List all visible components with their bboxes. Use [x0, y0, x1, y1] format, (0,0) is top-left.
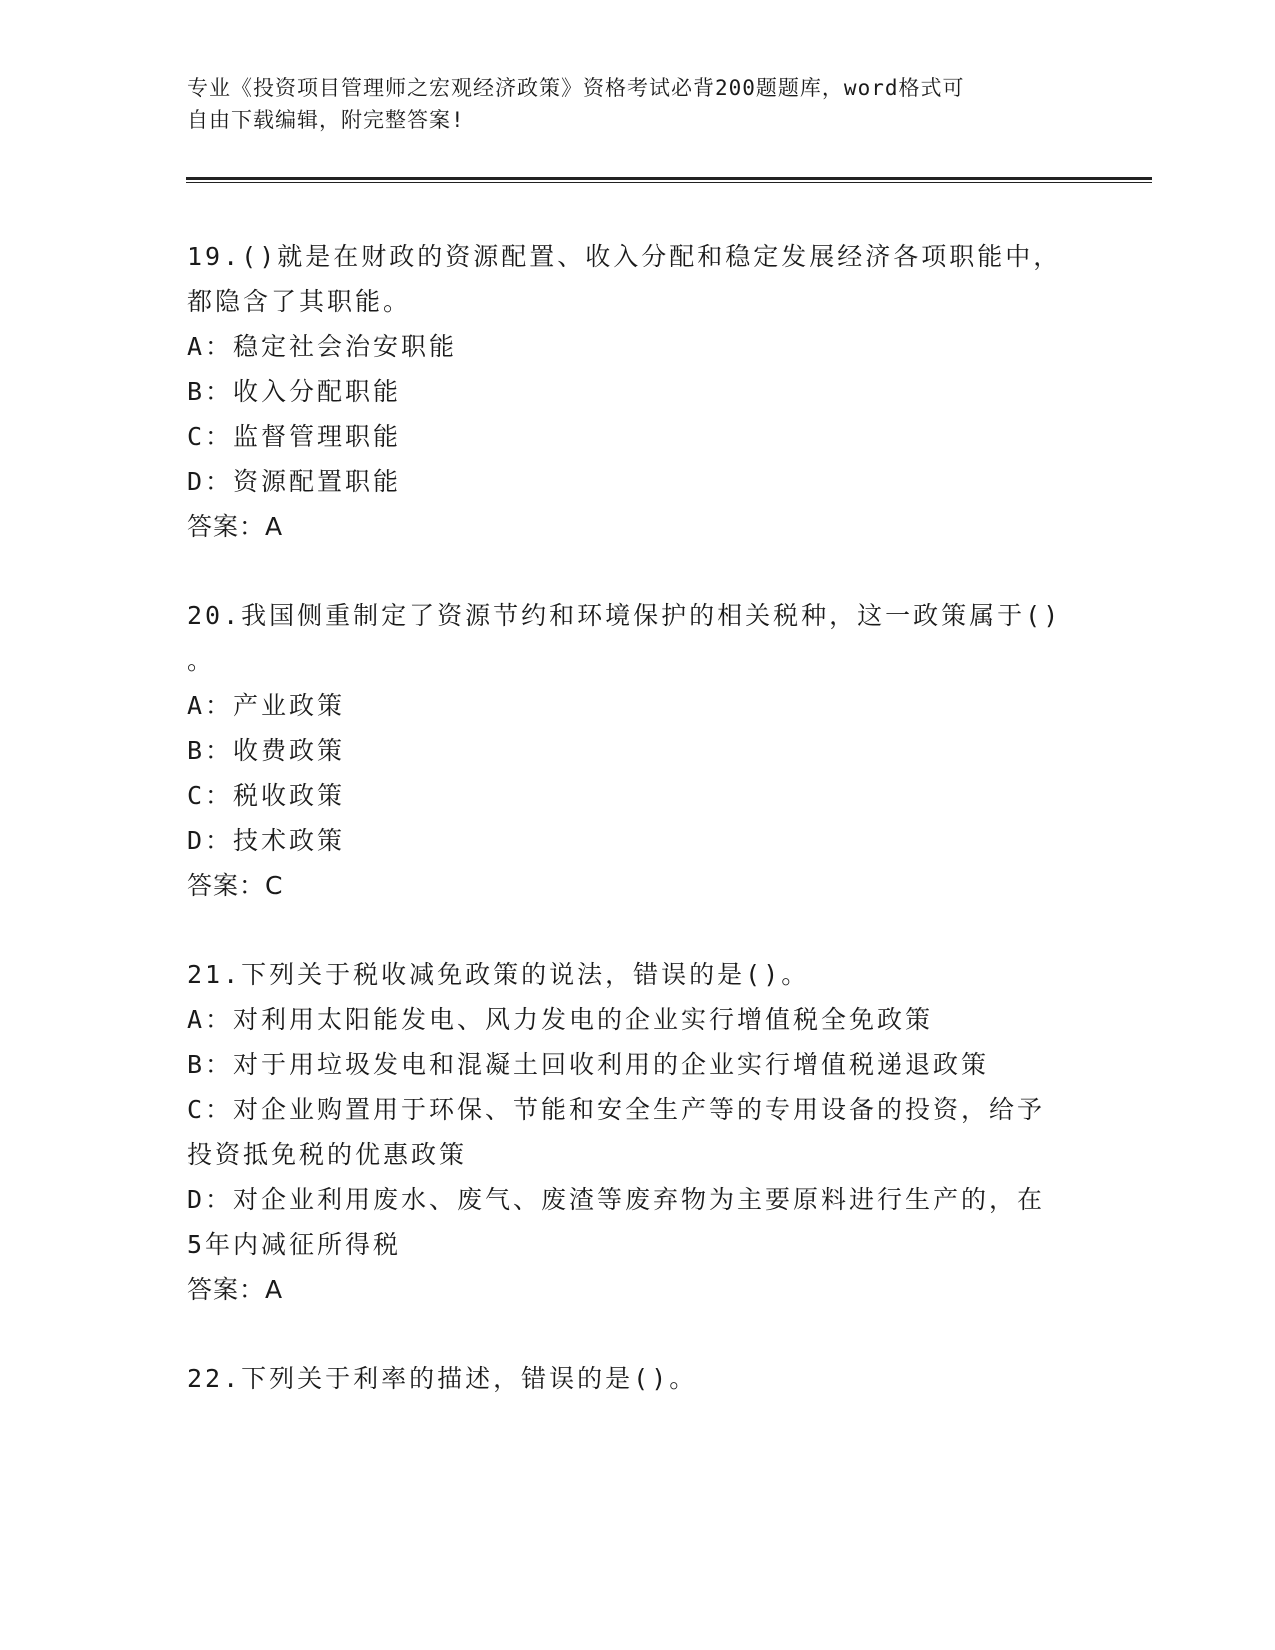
document-header: [187, 72, 1067, 136]
question-22: [187, 1356, 1087, 1401]
option-a: A：稳定社会治安职能: [187, 332, 458, 361]
question-text: 19.()就是在财政的资源配置、收入分配和稳定发展经济各项职能中，: [187, 242, 1062, 271]
option-a: A：产业政策: [187, 691, 346, 720]
option-d: D：资源配置职能: [187, 467, 402, 496]
option-d: D：技术政策: [187, 826, 346, 855]
question-list: [187, 234, 1087, 1401]
question-19: [187, 234, 1087, 549]
answer: 答案：C: [187, 871, 284, 900]
option-c: C：对企业购置用于环保、节能和安全生产等的专用设备的投资，给予: [187, 1095, 1046, 1124]
option-b: B：对于用垃圾发电和混凝土回收利用的企业实行增值税递退政策: [187, 1050, 990, 1079]
question-text: 20.我国侧重制定了资源节约和环境保护的相关税种，这一政策属于(): [187, 601, 1062, 630]
option-d-continued: 5年内减征所得税: [187, 1230, 402, 1259]
question-text-continued: 都隐含了其职能。: [187, 287, 412, 316]
option-c: C：监督管理职能: [187, 422, 402, 451]
question-21: [187, 952, 1087, 1312]
question-text: 21.下列关于税收减免政策的说法，错误的是()。: [187, 960, 810, 989]
option-d: D：对企业利用废水、废气、废渣等废弃物为主要原料进行生产的，在: [187, 1185, 1046, 1214]
question-20: [187, 593, 1087, 908]
option-b: B：收费政策: [187, 736, 346, 765]
option-a: A：对利用太阳能发电、风力发电的企业实行增值税全免政策: [187, 1005, 934, 1034]
header-divider-thick: [186, 177, 1152, 180]
question-text: 22.下列关于利率的描述，错误的是()。: [187, 1364, 698, 1393]
option-c: C：税收政策: [187, 781, 346, 810]
option-c-continued: 投资抵免税的优惠政策: [187, 1140, 468, 1169]
header-line-2: 自由下载编辑，附完整答案!: [187, 108, 465, 132]
option-b: B：收入分配职能: [187, 377, 402, 406]
answer: 答案：A: [187, 512, 284, 541]
header-line-1: 专业《投资项目管理师之宏观经济政策》资格考试必背200题题库，word格式可: [187, 76, 965, 100]
question-text-continued: 。: [187, 646, 216, 675]
answer: 答案：A: [187, 1275, 284, 1304]
header-divider-thin: [186, 182, 1152, 183]
